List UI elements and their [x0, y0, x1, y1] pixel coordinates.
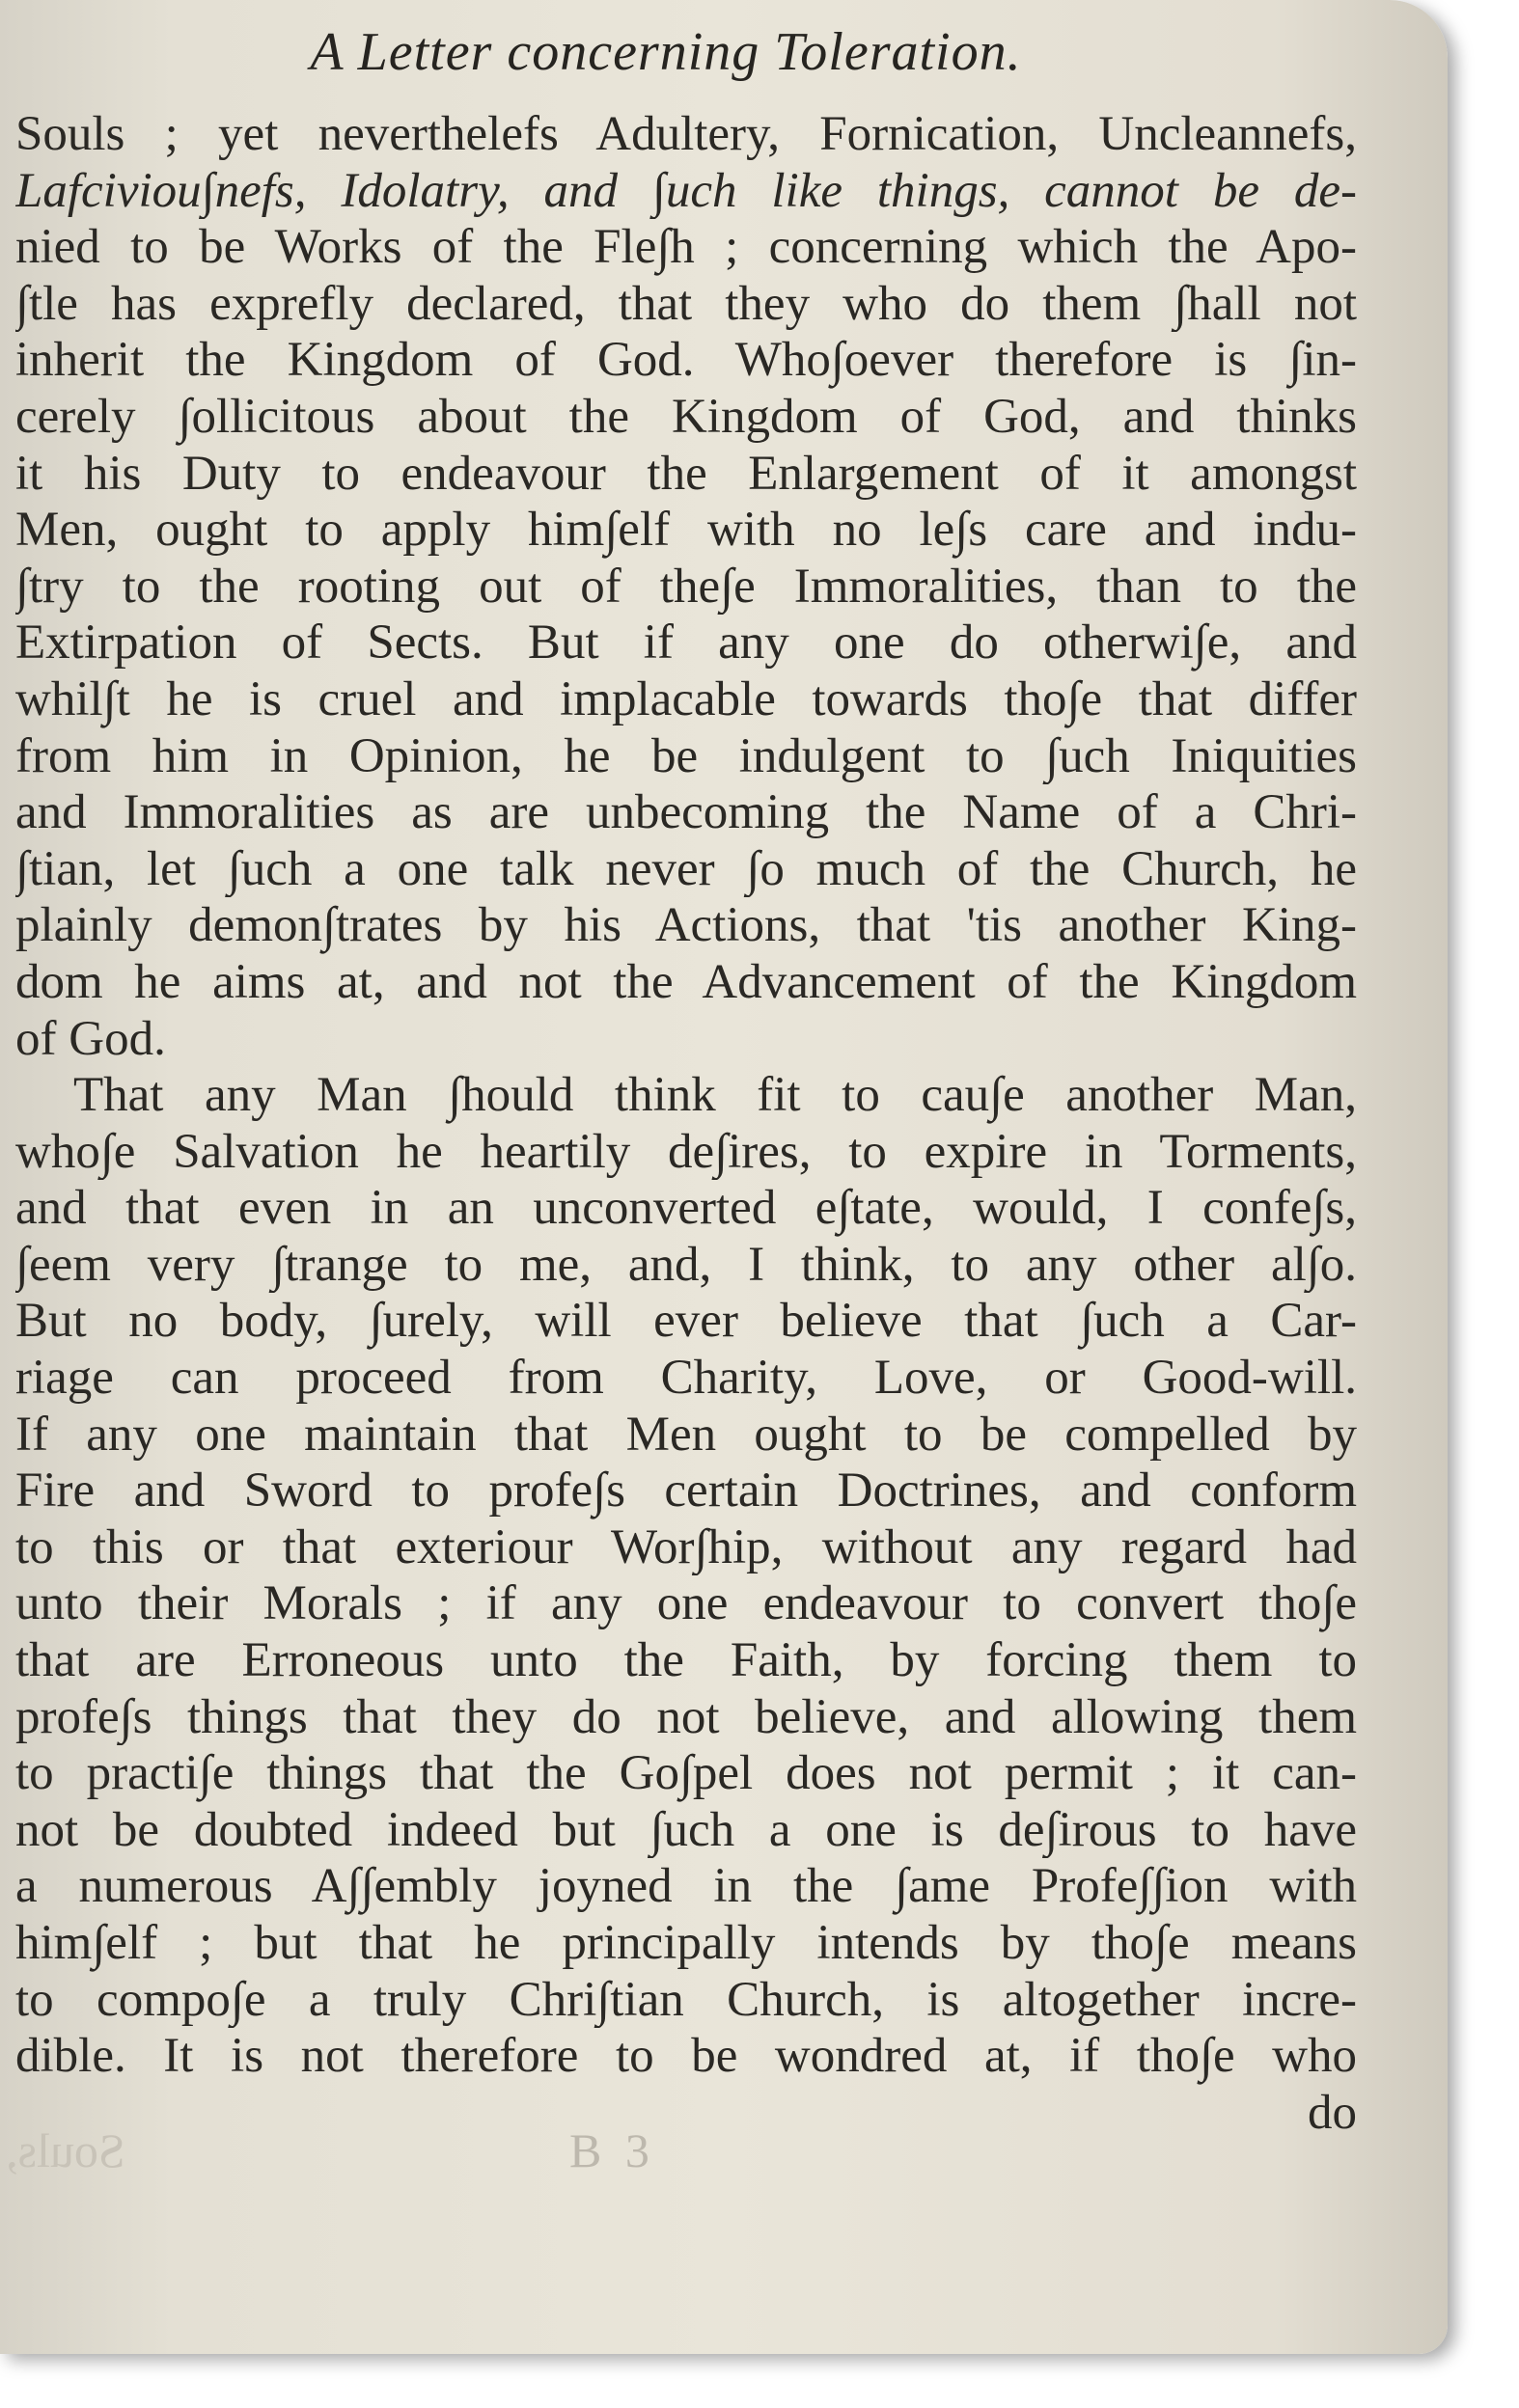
text-line: that are Erroneous unto the Faith, by forcing them to — [15, 1633, 1357, 1688]
paragraph-start-line: That any Man ∫hould think fit to cau∫e another Man, — [73, 1068, 1357, 1123]
text-line: ∫eem very ∫trange to me, and, I think, to any other al∫o. — [15, 1237, 1357, 1292]
catchword: do — [1308, 2085, 1357, 2140]
text-line: from him in Opinion, he be indulgent to ∫uch Iniquities — [15, 728, 1357, 783]
text-line: ∫try to the rooting out of the∫e Immoralities, than to the — [15, 559, 1357, 614]
text-line: plainly demon∫trates by his Actions, that 'tis another King- — [15, 898, 1357, 953]
text-line: it his Duty to endeavour the Enlargement of it amongst — [15, 446, 1357, 501]
text-line: ∫tle has exprefly declared, that they who do them ∫hall not — [15, 276, 1357, 331]
text-line: dible. It is not therefore to be wondred at, if tho∫e who — [15, 2029, 1357, 2084]
running-head: A Letter concerning Toleration. — [310, 22, 1022, 82]
text-line: ∫tian, let ∫uch a one talk never ∫o much of the Church, he — [15, 841, 1357, 896]
text-line: to this or that exteriour Wor∫hip, without any regard had — [15, 1519, 1357, 1574]
text-line: to compo∫e a truly Chri∫tian Church, is altogether incre- — [15, 1972, 1357, 2027]
text-line: If any one maintain that Men ought to be compelled by — [15, 1407, 1357, 1462]
text-line: of God. — [15, 1011, 166, 1066]
text-line: not be doubted indeed but ∫uch a one is de∫irous to have — [15, 1802, 1357, 1857]
text-line: to practi∫e things that the Go∫pel does not permit ; it can- — [15, 1746, 1357, 1801]
text-line: inherit the Kingdom of God. Who∫oever therefore is ∫in- — [15, 333, 1357, 388]
text-line: But no body, ∫urely, will ever believe that ∫uch a Car- — [15, 1294, 1357, 1349]
text-line: dom he aims at, and not the Advancement of the Kingdom — [15, 954, 1357, 1009]
text-line: riage can proceed from Charity, Love, or Good-will. — [15, 1351, 1357, 1406]
text-line: who∫e Salvation he heartily de∫ires, to expire in Torments, — [15, 1124, 1357, 1179]
text-line: a numerous A∫∫embly joyned in the ∫ame Profe∫∫ion with — [15, 1859, 1357, 1914]
text-line: whil∫t he is cruel and implacable towards tho∫e that differ — [15, 671, 1357, 726]
text-line: Extirpation of Sects. But if any one do otherwi∫e, and — [15, 616, 1357, 670]
text-line: Fire and Sword to profe∫s certain Doctrines, and conform — [15, 1464, 1357, 1519]
text-line: profe∫s things that they do not believe, and allowing them — [15, 1689, 1357, 1744]
signature-mark: B 3 — [569, 2123, 655, 2177]
text-block — [15, 106, 1357, 2141]
text-line: Men, ought to apply him∫elf with no le∫s care and indu- — [15, 503, 1357, 558]
text-line: nied to be Works of the Fle∫h ; concerning which the Apo- — [15, 220, 1357, 275]
text-line: him∫elf ; but that he principally intends by tho∫e means — [15, 1916, 1357, 1970]
show-through-text: Souls, — [6, 2123, 125, 2177]
text-line: cerely ∫ollicitous about the Kingdom of God, and thinks — [15, 389, 1357, 444]
text-line: and that even in an unconverted e∫tate, would, I confe∫s, — [15, 1181, 1357, 1236]
text-line: and Immoralities as are unbecoming the Name of a Chri- — [15, 785, 1357, 840]
text-line: Souls ; yet neverthelefs Adultery, Fornication, Uncleannefs, — [15, 107, 1357, 161]
text-line: Lafciviou∫nefs, Idolatry, and ∫uch like things, cannot be de- — [15, 163, 1357, 218]
text-line: unto their Morals ; if any one endeavour to convert tho∫e — [15, 1576, 1357, 1631]
